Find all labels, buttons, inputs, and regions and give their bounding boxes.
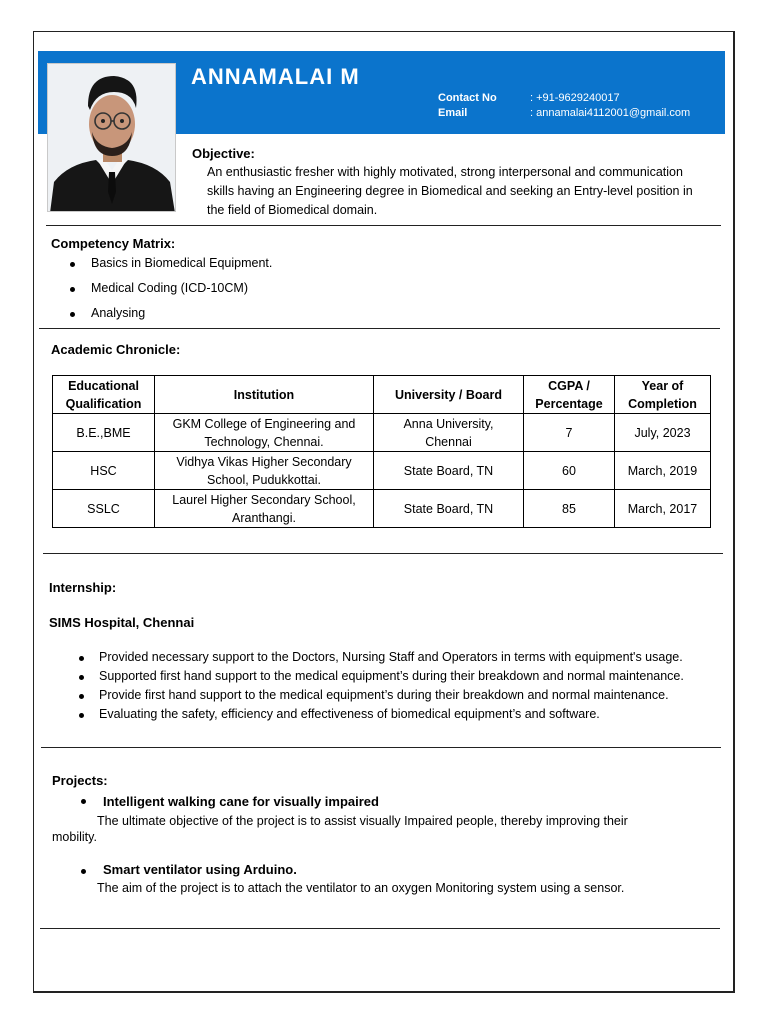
table-cell: Vidhya Vikas Higher Secondary School, Pudukkottai. [155, 452, 374, 490]
profile-photo [47, 63, 176, 212]
bullet-dot-icon [81, 869, 86, 874]
project-title: Smart ventilator using Arduino. [103, 862, 297, 877]
table-cell: HSC [53, 452, 155, 490]
table-row [53, 452, 711, 490]
section-divider [39, 328, 720, 329]
table-cell: July, 2023 [615, 414, 711, 452]
internship-heading: Internship: [49, 580, 117, 595]
section-divider [40, 928, 720, 929]
academic-heading: Academic Chronicle: [51, 342, 181, 357]
column-header: Educational Qualification [53, 376, 155, 414]
project-description: The ultimate objective of the project is to assist visually Impaired people, thereby improving their [97, 814, 628, 828]
portrait-icon [48, 64, 176, 212]
project-description: mobility. [52, 830, 97, 844]
objective-line: the field of Biomedical domain. [207, 203, 378, 217]
candidate-name: ANNAMALAI M [191, 64, 360, 89]
column-header: CGPA / Percentage [524, 376, 615, 414]
bullet-dot-icon [81, 799, 86, 804]
table-cell: March, 2019 [615, 452, 711, 490]
table-cell: 60 [524, 452, 615, 490]
table-cell: GKM College of Engineering and Technology, Chennai. [155, 414, 374, 452]
objective-line: An enthusiastic fresher with highly motivated, strong interpersonal and communication [207, 165, 683, 179]
objective-heading: Objective: [192, 146, 255, 161]
email-label: Email [438, 107, 468, 119]
competency-item: Analysing [91, 306, 272, 331]
table-cell: March, 2017 [615, 490, 711, 528]
table-cell: 85 [524, 490, 615, 528]
competency-heading: Competency Matrix: [51, 236, 176, 251]
table-cell: Anna University, Chennai [374, 414, 524, 452]
internship-organization: SIMS Hospital, Chennai [49, 615, 195, 630]
objective-line: skills having an Engineering degree in Biomedical and seeking an Entry-level position in [207, 184, 693, 198]
contact-value: : +91-9629240017 [530, 92, 620, 104]
internship-list [99, 650, 684, 726]
table-row [53, 490, 711, 528]
contact-label: Contact No [438, 92, 497, 104]
table-cell: 7 [524, 414, 615, 452]
projects-heading: Projects: [52, 773, 108, 788]
column-header: Institution [155, 376, 374, 414]
objective-text [207, 163, 693, 220]
section-divider [46, 225, 721, 226]
internship-item: Supported first hand support to the medical equipment’s during their breakdown and normal maintenance. [99, 669, 684, 688]
table-row [53, 414, 711, 452]
competency-item: Basics in Biomedical Equipment. [91, 256, 272, 281]
column-header: Year of Completion [615, 376, 711, 414]
table-cell: State Board, TN [374, 452, 524, 490]
internship-item: Provided necessary support to the Doctors, Nursing Staff and Operators in terms with equipment's usage. [99, 650, 684, 669]
table-cell: State Board, TN [374, 490, 524, 528]
internship-item: Evaluating the safety, efficiency and effectiveness of biomedical equipment’s and software. [99, 707, 684, 726]
project-title: Intelligent walking cane for visually impaired [103, 794, 379, 809]
section-divider [41, 747, 721, 748]
academic-table [52, 375, 711, 528]
project-description: The aim of the project is to attach the ventilator to an oxygen Monitoring system using a sensor. [97, 881, 625, 895]
table-cell: B.E.,BME [53, 414, 155, 452]
table-cell: SSLC [53, 490, 155, 528]
column-header: University / Board [374, 376, 524, 414]
table-cell: Laurel Higher Secondary School, Aranthangi. [155, 490, 374, 528]
email-value: : annamalai4112001@gmail.com [530, 107, 691, 119]
table-header-row [53, 376, 711, 414]
section-divider [43, 553, 723, 554]
competency-item: Medical Coding (ICD-10CM) [91, 281, 272, 306]
internship-item: Provide first hand support to the medical equipment’s during their breakdown and normal maintenance. [99, 688, 684, 707]
competency-list [91, 256, 272, 331]
